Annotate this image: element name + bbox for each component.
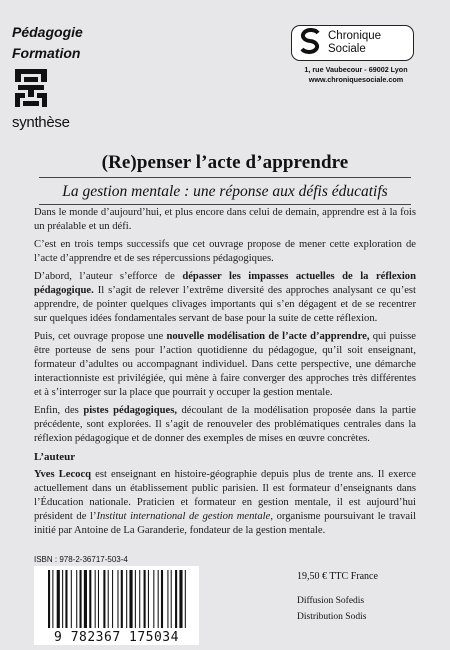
author-heading: L’auteur [34,451,76,463]
publisher-name: Chronique Sociale [328,30,382,55]
series-name: synthèse [12,114,70,131]
blurb-paragraph: Puis, cet ouvrage propose une nouvelle modélisation de l’acte d’apprendre, qui puisse être porteuse de sens pour l’action quotidienne du pédagogue, qu’il soit enseignant, formateur d’adultes ou accompagnant individuel. Dans cette perspective, une démarche interactionniste est privilégiée, qui mène à faire converger des approches très différentes et à s’interroger sur la place que pourrait y occuper la gestion mentale. [34,331,417,398]
distribution-diffusion: Diffusion Sofedis [297,596,365,606]
barcode-digits: 9 782367 175034 [34,630,199,645]
book-subtitle: La gestion mentale : une réponse aux défis éducatifs [62,183,388,200]
blurb-paragraph: D’abord, l’auteur s’efforce de dépasser les impasses actuelles de la réflexion pédagogique. Il s’agit de relever l’extrême diversité des approches analysant ce qu’est apprendre, de pointer quelques clivages importants qui s’en dégagent et de se recentrer sur quelques idées fondamentales servant de base pour la suite de cette réflexion. [34,271,416,324]
blurb-paragraph: Enfin, des pistes pédagogiques, découlant de la modélisation proposée dans la partie précédente, sont explorées. Il s’agit de renouveler des problématiques centrales dans la réflexion pédagogique et de donner des exemples de mises en œuvre concrètes. [34,405,416,444]
series-line-pedagogie: Pédagogie [12,24,83,40]
publisher-logo-box [291,25,414,61]
author-bio: Yves Lecocq est enseignant en histoire-géographie depuis plus de trente ans. Il exerce actuellement dans un établissement public parisien. Il est formateur d’enseignants dans l’Éducation nationale. Praticien et formateur en gestion mentale, il est aujourd’hui président de l’Institut international de gestion mentale, organisme poursuivant le travail initié par Antoine de La Garanderie, fondateur de la gestion mentale. [34,469,417,536]
barcode [34,566,199,630]
chronique-sociale-logo-icon [299,28,321,59]
publisher-address: 1, rue Vaubecour - 69002 Lyon www.chroniquesociale.com [291,65,421,85]
series-line-formation: Formation [12,45,81,61]
back-cover-blurb [34,206,416,542]
book-title: (Re)penser l’acte d’apprendre [101,152,349,173]
isbn: ISBN : 978-2-36717-503-4 [34,555,128,564]
series-branding [12,22,132,131]
series-glyph-icon [14,68,132,113]
distribution-distribution: Distribution Sodis [297,612,367,622]
blurb-paragraph: C’est en trois temps successifs que cet ouvrage propose de mener cette exploration de l’acte d’apprendre et de ses répercussions pédagogiques. [34,239,416,264]
blurb-paragraph: Dans le monde d’aujourd’hui, et plus encore dans celui de demain, apprendre est à la fois un préalable et un défi. [34,207,416,232]
title-rule-bottom [39,204,411,205]
publisher-website: www.chroniquesociale.com [308,75,404,84]
title-rule-top [39,177,411,178]
price: 19,50 € TTC France [297,571,378,582]
barcode-bars [34,566,199,630]
